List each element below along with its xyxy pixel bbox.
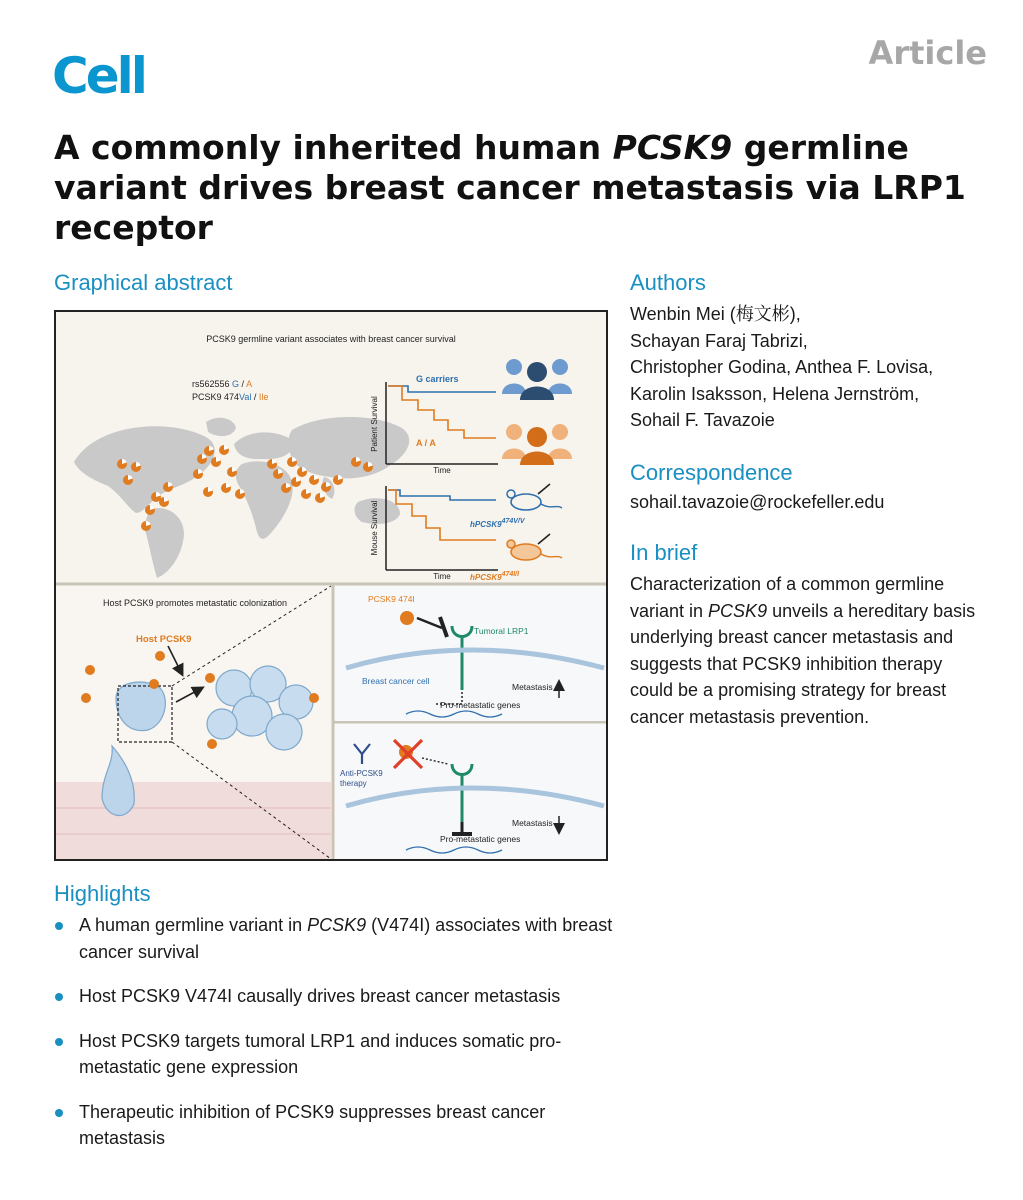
- bullet-icon: [55, 993, 63, 1001]
- patient-plot-xlabel: Time: [433, 466, 451, 475]
- paper-title: [54, 128, 974, 248]
- pro-metastatic-genes-label-3: Pro-metastatic genes: [440, 700, 521, 710]
- author-line: Christopher Godina, Anthea F. Lovisa,: [630, 357, 934, 377]
- correspondence-heading: Correspondence: [630, 460, 793, 485]
- highlights-list: [54, 912, 614, 1152]
- bullet-icon: [55, 922, 63, 930]
- author-line: Schayan Faraj Tabrizi,: [630, 330, 808, 351]
- bullet-icon: [55, 1038, 63, 1046]
- therapy-label-line-1: Anti-PCSK9: [340, 769, 383, 778]
- snp-line-2: PCSK9 474Val / Ile: [192, 392, 269, 402]
- authors-heading: Authors: [630, 270, 706, 295]
- ii-label: hPCSK9474I/I: [470, 571, 520, 582]
- snp-line-1: rs562556 G / A: [192, 379, 253, 389]
- graphical-abstract-svg: [56, 312, 606, 859]
- author-line: Sohail F. Tavazoie: [630, 410, 775, 430]
- journal-logo: Cell: [52, 47, 145, 105]
- graphical-abstract-heading: Graphical abstract: [54, 270, 233, 295]
- highlight-item: Host PCSK9 targets tumoral LRP1 and induces somatic pro-metastatic gene expression: [54, 1028, 614, 1081]
- panel-survival-title: PCSK9 germline variant associates with breast cancer survival: [206, 334, 456, 344]
- author-line: Wenbin Mei (梅文彬),: [630, 304, 801, 324]
- correspondence-email[interactable]: sohail.tavazoie@rockefeller.edu: [630, 492, 885, 512]
- highlight-item: Host PCSK9 V474I causally drives breast cancer metastasis: [54, 983, 614, 1010]
- blood-vessel-wall: [56, 782, 331, 859]
- g-carriers-label: G carriers: [416, 374, 459, 384]
- pcsk9-474i-label: PCSK9 474I: [368, 594, 415, 604]
- in-brief-heading: In brief: [630, 540, 698, 565]
- pcsk9-ligand: [400, 611, 414, 625]
- author-line: Karolin Isaksson, Helena Jernström,: [630, 383, 920, 404]
- highlights-heading: Highlights: [54, 881, 151, 906]
- panel-colonization-title: Host PCSK9 promotes metastatic colonization: [102, 598, 288, 608]
- mouse-plot-xlabel: Time: [433, 572, 451, 581]
- breast-cancer-cell-label: Breast cancer cell: [362, 676, 430, 686]
- title-part-2: germline variant drives breast cancer metastasis via LRP1 receptor: [54, 128, 966, 247]
- highlight-item: A human germline variant in PCSK9 (V474I) associates with breast cancer survival: [54, 912, 614, 965]
- tumoral-lrp1-label: Tumoral LRP1: [474, 626, 529, 636]
- pro-metastatic-genes-label-4: Pro-metastatic genes: [440, 834, 521, 844]
- article-type-label: Article: [868, 34, 987, 72]
- metastasis-label-4: Metastasis: [512, 818, 553, 828]
- authors-list: [630, 301, 990, 434]
- patient-plot-ylabel: Patient Survival: [370, 396, 379, 452]
- aa-label: A / A: [416, 438, 436, 448]
- host-pcsk9-label: Host PCSK9: [136, 634, 192, 645]
- title-gene: PCSK9: [612, 128, 733, 167]
- highlight-item: Therapeutic inhibition of PCSK9 suppresses breast cancer metastasis: [54, 1099, 614, 1152]
- in-brief-text: Characterization of a common germline variant in PCSK9 unveils a hereditary basis underlying breast cancer metastasis and suggests that PCSK9 inhibition therapy could be a promising strategy for breast cancer metastasis prevention.: [630, 574, 976, 727]
- bullet-icon: [55, 1109, 63, 1117]
- graphical-abstract-figure: [54, 310, 608, 861]
- mouse-plot-ylabel: Mouse Survival: [370, 500, 379, 556]
- title-part-1: A commonly inherited human: [54, 128, 613, 167]
- metastasis-label-3: Metastasis: [512, 682, 553, 692]
- therapy-label-line-2: therapy: [340, 779, 367, 788]
- vv-label: hPCSK9474V/V: [470, 518, 525, 529]
